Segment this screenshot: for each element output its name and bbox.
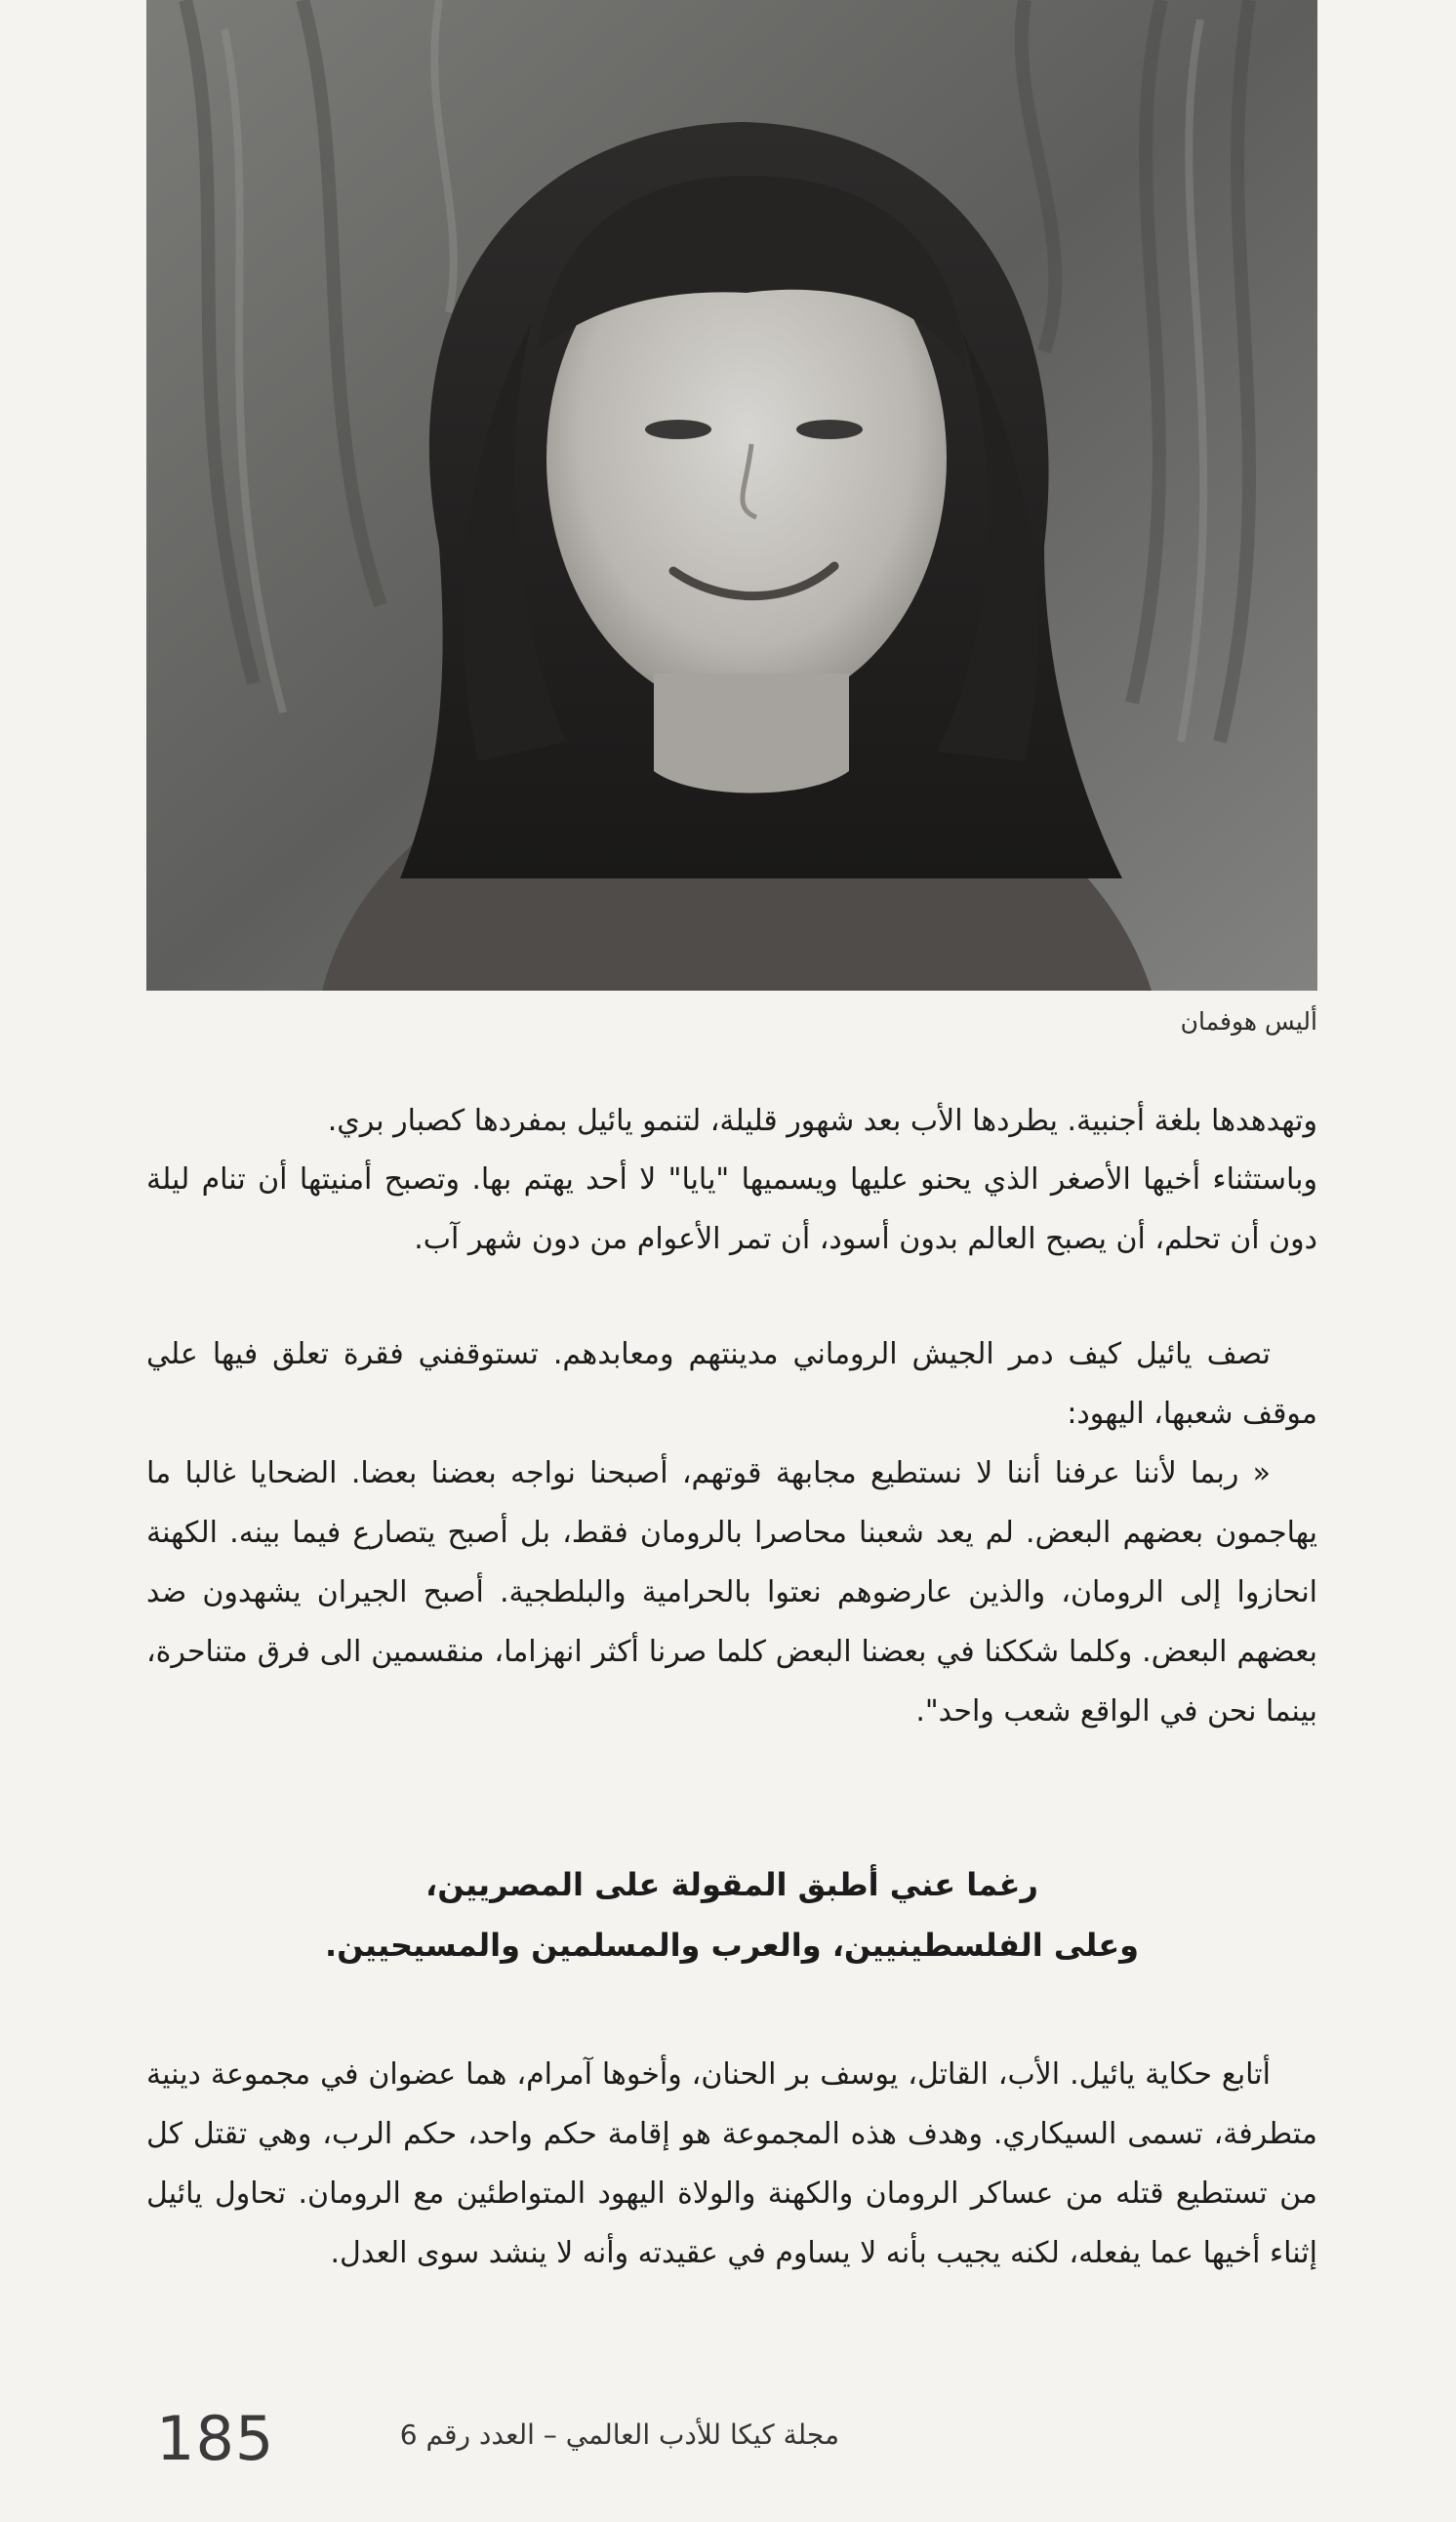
- paragraph-3: [146, 1324, 1317, 1444]
- page-number: 185: [156, 2403, 275, 2474]
- quoted-passage: [146, 1444, 1317, 1741]
- photo-caption: أليس هوفمان: [1180, 1007, 1317, 1036]
- quoted-passage-text: « ربما لأننا عرفنا أننا لا نستطيع مجابهة قوتهم، أصبحنا نواجه بعضنا بعضا. الضحايا غالبا ما يهاجمون بعضهم البعض. لم يعد شعبنا محاصرا بالرومان فقط، بل أصبح يتصارع فيما بينه. الكهنة انحازوا إلى الرومان، والذين عارضوهم نعتوا بالحرامية والبلطجية. أصبح الجيران يشهدون ضد بعضهم البعض. وكلما شككنا في بعضنا البعض كلما صرنا أكثر انهزاما، منقسمين الى فرق متناحرة، بينما نحن في الواقع شعب واحد".: [146, 1456, 1317, 1729]
- magazine-title: مجلة كيكا للأدب العالمي – العدد رقم 6: [399, 2419, 839, 2451]
- author-photo: [146, 0, 1317, 991]
- paragraph-5-text: أتابع حكاية يائيل. الأب، القاتل، يوسف بر الحنان، وأخوها آمرام، هما عضوان في مجموعة دينية متطرفة، تسمى السيكاري. وهدف هذه المجموعة هو إقامة حكم واحد، حكم الرب، وهي تقتل كل من تستطيع قتله من عساكر الرومان والكهنة والولاة اليهود المتواطئين مع الرومان. تحاول يائيل إثناء أخيها عما يفعله، لكنه يجيب بأنه لا يساوم في عقيدته وأنه لا ينشد سوى العدل.: [146, 2057, 1317, 2270]
- paragraph-2-text: وباستثناء أخيها الأصغر الذي يحنو عليها ويسميها "يايا" لا أحد يهتم بها. وتصبح أمنيتها أن تنام ليلة دون أن تحلم، أن يصبح العالم بدون أسود، أن تمر الأعوام من دون شهر آب.: [146, 1162, 1317, 1256]
- highlighted-statement-line-2: وعلى الفلسطينيين، والعرب والمسلمين والمسيحيين.: [324, 1927, 1140, 1964]
- paragraph-1: [146, 1091, 1317, 1151]
- highlighted-statement: [146, 1854, 1317, 1975]
- portrait-image: [146, 0, 1317, 991]
- paragraph-1-text: وتهدهدها بلغة أجنبية. يطردها الأب بعد شهور قليلة، لتنمو يائيل بمفردها كصبار بري.: [327, 1104, 1317, 1138]
- highlighted-statement-line-1: رغما عني أطبق المقولة على المصريين،: [425, 1866, 1038, 1903]
- paragraph-3-text: تصف يائيل كيف دمر الجيش الروماني مدينتهم ومعابدهم. تستوقفني فقرة تعلق فيها علي موقف شعبها، اليهود:: [146, 1337, 1317, 1431]
- paragraph-2: [146, 1150, 1317, 1269]
- paragraph-5: [146, 2045, 1317, 2283]
